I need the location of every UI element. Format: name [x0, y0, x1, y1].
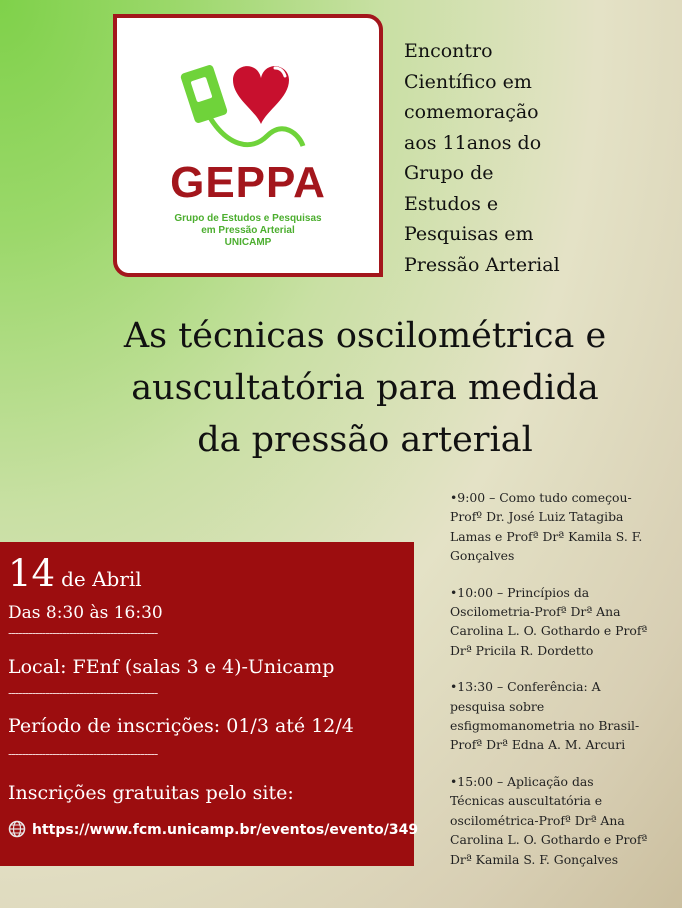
- schedule-line: esfigmomanometria no Brasil-: [450, 718, 640, 734]
- logo-subtitle: [117, 213, 379, 249]
- event-location: Local: FEnf (salas 3 e 4)-Unicamp: [8, 656, 335, 678]
- event-intro-line: comemoração: [404, 101, 539, 123]
- schedule-line: •10:00 – Princípios da: [450, 584, 590, 600]
- event-date: [8, 552, 142, 595]
- event-intro: [404, 36, 674, 280]
- registration-period: Período de inscrições: 01/3 até 12/4: [8, 715, 354, 737]
- schedule-line: Drª Pricila R. Dordetto: [450, 642, 594, 658]
- schedule-line: Técnicas auscultatória e: [450, 793, 603, 809]
- separator: --------------------------------------------: [8, 747, 158, 762]
- logo-subtitle-line: em Pressão Arterial: [201, 225, 295, 236]
- event-intro-line: aos 11anos do: [404, 131, 542, 154]
- title-line: da pressão arterial: [197, 420, 533, 460]
- schedule-item: [450, 488, 675, 566]
- registration-url-link[interactable]: https://www.fcm.unicamp.br/eventos/evento/349: [32, 822, 419, 838]
- separator: --------------------------------------------: [8, 626, 158, 641]
- logo-title: GEPPA: [170, 158, 326, 207]
- schedule-line: Carolina L. O. Gothardo e Profª: [450, 623, 648, 639]
- event-details-panel: [0, 542, 419, 866]
- geppa-logo: [113, 14, 383, 277]
- free-registration-label: Inscrições gratuitas pelo site:: [8, 782, 294, 804]
- title-line: As técnicas oscilométrica e: [123, 316, 607, 356]
- schedule-line: •9:00 – Como tudo começou-: [450, 490, 632, 505]
- schedule-line: Oscilometria-Profª Drª Ana: [450, 604, 621, 620]
- schedule-line: Drª Kamila S. F. Gonçalves: [450, 851, 619, 867]
- event-intro-line: Grupo de: [404, 162, 494, 184]
- event-day: 14: [8, 552, 56, 595]
- logo-subtitle-line: UNICAMP: [224, 237, 272, 248]
- event-intro-line: Pesquisas em: [404, 223, 534, 245]
- schedule-line: pesquisa sobre: [450, 698, 545, 714]
- schedule-item: [450, 772, 675, 869]
- registration-url-row[interactable]: [8, 820, 418, 842]
- globe-icon: [8, 820, 26, 842]
- schedule-item: [450, 677, 675, 755]
- event-month: de Abril: [61, 567, 142, 591]
- schedule: [450, 488, 675, 886]
- event-intro-line: Científico em: [404, 70, 532, 93]
- title-line: auscultatória para medida: [131, 368, 599, 408]
- event-intro-line: Encontro: [404, 40, 493, 62]
- separator: --------------------------------------------: [8, 686, 158, 701]
- schedule-line: oscilométrica-Profª Drª Ana: [450, 812, 625, 828]
- schedule-item: [450, 583, 675, 661]
- schedule-line: Profº Dr. José Luiz Tatagiba: [450, 509, 624, 525]
- event-intro-line: Pressão Arterial: [404, 253, 560, 276]
- schedule-line: Gonçalves: [450, 548, 515, 564]
- schedule-line: Profª Drª Edna A. M. Arcuri: [450, 737, 626, 753]
- schedule-line: Lamas e Profª Drª Kamila S. F.: [450, 528, 643, 544]
- event-hours: Das 8:30 às 16:30: [8, 603, 163, 623]
- schedule-line: Carolina L. O. Gothardo e Profª: [450, 832, 648, 848]
- schedule-line: •13:30 – Conferência: A: [450, 679, 601, 695]
- logo-subtitle-line: Grupo de Estudos e Pesquisas: [174, 213, 322, 224]
- event-intro-line: Estudos e: [404, 192, 499, 215]
- page-title: [80, 310, 650, 466]
- heart-monitor-icon: [179, 54, 329, 154]
- schedule-line: •15:00 – Aplicação das: [450, 773, 594, 789]
